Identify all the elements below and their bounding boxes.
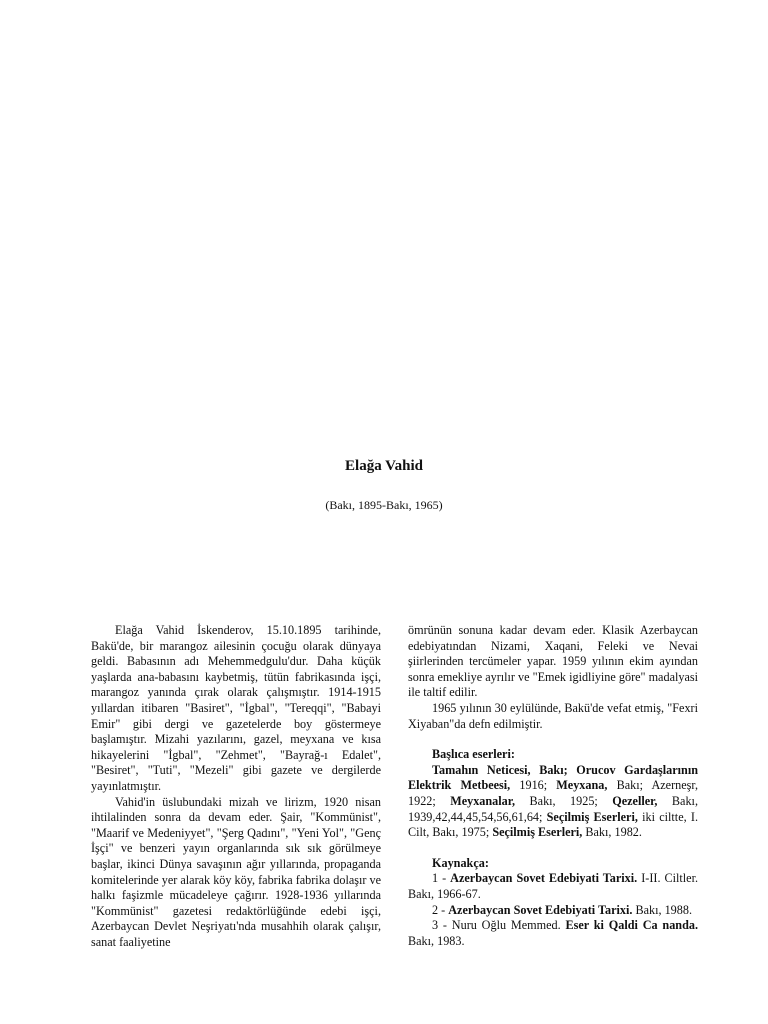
work-details: Bakı, 1925; [515, 793, 613, 808]
right-column [408, 623, 698, 949]
biography-paragraph: ömrünün sonuna kadar devam eder. Klasik Azerbaycan edebiyatından Nizami, Xaqani, Feleki ve Nevai şiirlerinden tercümeler yapar. 1959 yılının ekim ayından sonra emekliye ayrılır ve "Emek igidliyine göre" madalyasi ile taltif edilir. [408, 623, 698, 700]
work-title: Qezeller, [612, 793, 658, 808]
biography-paragraph: Vahid'in üslubundaki mizah ve lirizm, 1920 nisan ihtilalinden sonra da devam eder. Şair, "Kommünist", "Maarif ve Medeniyyet", "Şerg Qadını", "Yeni Yol", "Genç İşçi" ve benzeri yayın organlarında sık sık görülmeye başlar, ikinci Dünya savaşının ağır yıllarında, propaganda komitelerinde yer alarak köy köy, fabrika fabrika dolaşır ve halkı faşizmle mücadeleye çağırır. 1928-1936 yıllarında "Kommünist" gazetesi redaktörlüğünde edebi işçi, Azerbaycan Devlet Neşriyatı'nda musahhih olarak çalışır, sanat faaliyetine [91, 794, 381, 949]
work-details: Bakı, 1939,42,44,45,54,56,61,64; [408, 793, 698, 824]
works-list [408, 763, 698, 841]
work-title: Tamahın Neticesi, Bakı; Orucov Gardaşlarının Elektrik Metbeesi, [408, 762, 698, 793]
source-details: Bakı, 1988. [632, 902, 693, 917]
source-details: Bakı, 1983. [408, 933, 465, 948]
work-details: iki ciltte, I. Cilt, Bakı, 1975; [408, 809, 699, 840]
source-details: I-II. Ciltler. Bakı, 1966-67. [408, 871, 699, 901]
biography-paragraph: 1965 yılının 30 eylülünde, Bakü'de vefat etmiş, "Fexri Xiyaban"da defn edilmiştir. [408, 700, 698, 731]
work-details: Bakı, 1982. [582, 825, 642, 840]
work-title: Meyxanalar, [450, 793, 516, 808]
source-title: Eser ki Qaldi Ca nanda. [565, 918, 698, 933]
work-title: Meyxana, [556, 778, 608, 793]
source-entry [408, 903, 698, 919]
source-title: Azerbaycan Sovet Edebiyati Tarixi. [448, 902, 633, 917]
source-prefix: 1 - [432, 871, 451, 886]
page-subtitle: (Bakı, 1895-Bakı, 1965) [325, 498, 443, 512]
source-title: Azerbaycan Sovet Edebiyati Tarixi. [450, 871, 638, 886]
source-entry [408, 871, 698, 902]
source-prefix: 2 - [432, 902, 449, 917]
source-entry [408, 918, 698, 949]
left-column [91, 623, 381, 950]
page-title: Elağa Vahid [345, 458, 423, 474]
work-title: Seçilmiş Eserleri, [492, 825, 583, 840]
source-prefix: 3 - Nuru Oğlu Memmed. [432, 918, 566, 933]
work-details: 1916; [510, 778, 557, 793]
sources-heading: Kaynakça: [432, 855, 489, 870]
biography-paragraph: Elağa Vahid İskenderov, 15.10.1895 tarihinde, Bakü'de, bir marangoz ailesinin çocuğu olarak dünyaya geldi. Babasının adı Mehemmedgulu'dur. Daha küçük yaşlarda ana-babasını kaybetmiş, tütün fabrikasında işçi, marangoz yanında çırak olarak çalışmıştır. 1914-1915 yıllardan itibaren "Basiret", "İgbal", "Tereqqi", "Babayi Emir" gibi dergi ve gazetelerde boy göstermeye başlamıştır. Mizahi yazılarını, gazel, meyxana ve kısa hikayelerini "İgbal", "Zehmet", "Bayrağ-ı Edalet", "Besiret", "Tuti", "Mezeli" gibi gazete ve dergilerde yayınlatmıştır. [91, 623, 381, 793]
work-title: Seçilmiş Eserleri, [546, 809, 638, 824]
work-details: Bakı; Azerneşr, 1922; [408, 778, 698, 808]
works-heading: Başlıca eserleri: [432, 747, 515, 762]
